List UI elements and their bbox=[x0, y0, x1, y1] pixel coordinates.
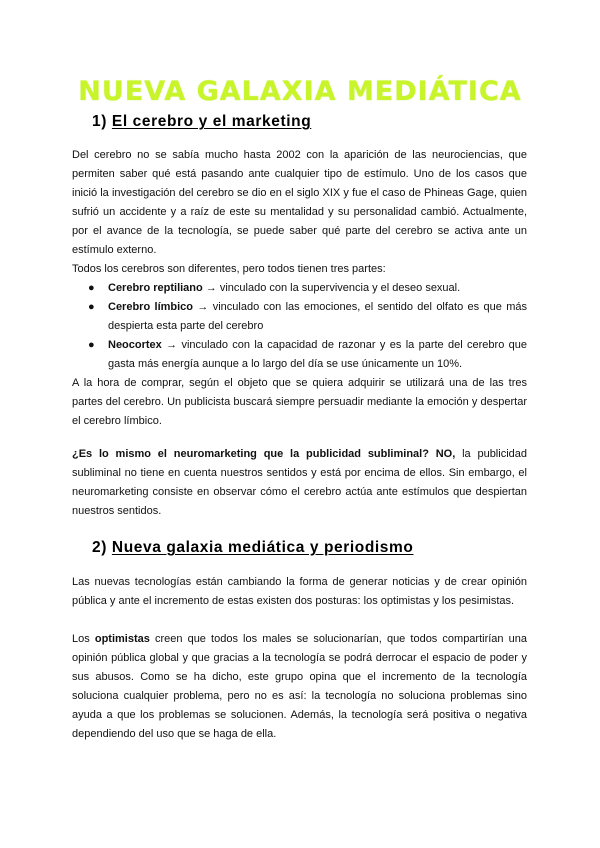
optimists-term: optimistas bbox=[94, 633, 150, 645]
section-2-paragraph-2 bbox=[72, 630, 527, 744]
section-1-paragraph-3: A la hora de comprar, según el objeto que se quiera adquirir se utilizará una de las tres partes del cerebro. Un publicista buscará siempre persuadir mediante la emoción y despertar el cerebro límbico. bbox=[72, 377, 527, 427]
list-item bbox=[72, 336, 527, 374]
paragraph-body: creen que todos los males se solucionarían, que todos compartirían una opinión pública global y que gracias a la tecnología se podrá derrocar el espacio de poder y sus abusos. Como se ha dicho, este grupo opina que el incremento de la tecnología soluciona cualquier problema, pero no es así: la tecnología no soluciona problemas sino ayuda a que los problemas se solucionen. Además, la tecnología será positiva o negativa dependiendo del uso que se haga de ella. bbox=[72, 633, 527, 740]
list-item-term: Cerebro límbico bbox=[108, 301, 194, 313]
question-text: ¿Es lo mismo el neuromarketing que la publicidad subliminal? NO, bbox=[72, 448, 456, 460]
section-1-number: 1) bbox=[92, 113, 107, 130]
section-1-title: El cerebro y el marketing bbox=[111, 113, 312, 130]
section-1-paragraph-1: Del cerebro no se sabía mucho hasta 2002 con la aparición de las neurociencias, que permiten saber qué está pasando ante cualquier tipo de estímulo. Uno de los casos que inició la investigación del cerebro se dio en el siglo XIX y fue el caso de Phineas Gage, quien sufrió un accidente y a raíz de este su mentalidad y su personalidad cambió. Actualmente, por el avance de la tecnología, se puede saber qué parte del cerebro se activa ante un estímulo externo. bbox=[72, 149, 527, 256]
section-1-paragraph-2: Todos los cerebros son diferentes, pero todos tienen tres partes: bbox=[72, 263, 386, 275]
list-item-text: → vinculado con las emociones, el sentido del olfato es que más despierta esta parte del cerebro bbox=[108, 301, 527, 332]
section-2-paragraph-1: Las nuevas tecnologías están cambiando la forma de generar noticias y de crear opinión pública y ante el incremento de estas existen dos posturas: los optimistas y los pesimistas. bbox=[72, 576, 527, 607]
list-item-text: → vinculado con la supervivencia y el deseo sexual. bbox=[202, 282, 461, 294]
list-item-term: Neocortex bbox=[108, 339, 162, 351]
document-title: NUEVA GALAXIA MEDIÁTICA bbox=[78, 76, 522, 107]
paragraph-lead: Los bbox=[72, 633, 95, 645]
section-1-heading bbox=[92, 113, 311, 131]
answer-text: la publicidad subliminal no tiene en cuenta nuestros sentidos y está por encima de ellos. Sin embargo, el neuromarketing consiste en observar cómo el cerebro actúa ante estímulos que despiertan nuestros sentidos. bbox=[72, 448, 527, 517]
section-2-title: Nueva galaxia mediática y periodismo bbox=[111, 539, 414, 556]
brain-parts-list bbox=[72, 279, 527, 374]
section-1-paragraph-4 bbox=[72, 445, 527, 521]
bullet-icon: ● bbox=[88, 282, 95, 294]
list-item-text: → vinculado con la capacidad de razonar y es la parte del cerebro que gasta más energía aunque a lo largo del día se use únicamente un 10%. bbox=[108, 339, 527, 370]
section-2-number: 2) bbox=[92, 539, 107, 556]
list-item-term: Cerebro reptiliano bbox=[108, 282, 203, 294]
list-item bbox=[72, 298, 527, 336]
list-item bbox=[72, 279, 527, 298]
section-2-heading bbox=[92, 539, 413, 557]
bullet-icon: ● bbox=[88, 301, 95, 313]
bullet-icon: ● bbox=[88, 339, 95, 351]
